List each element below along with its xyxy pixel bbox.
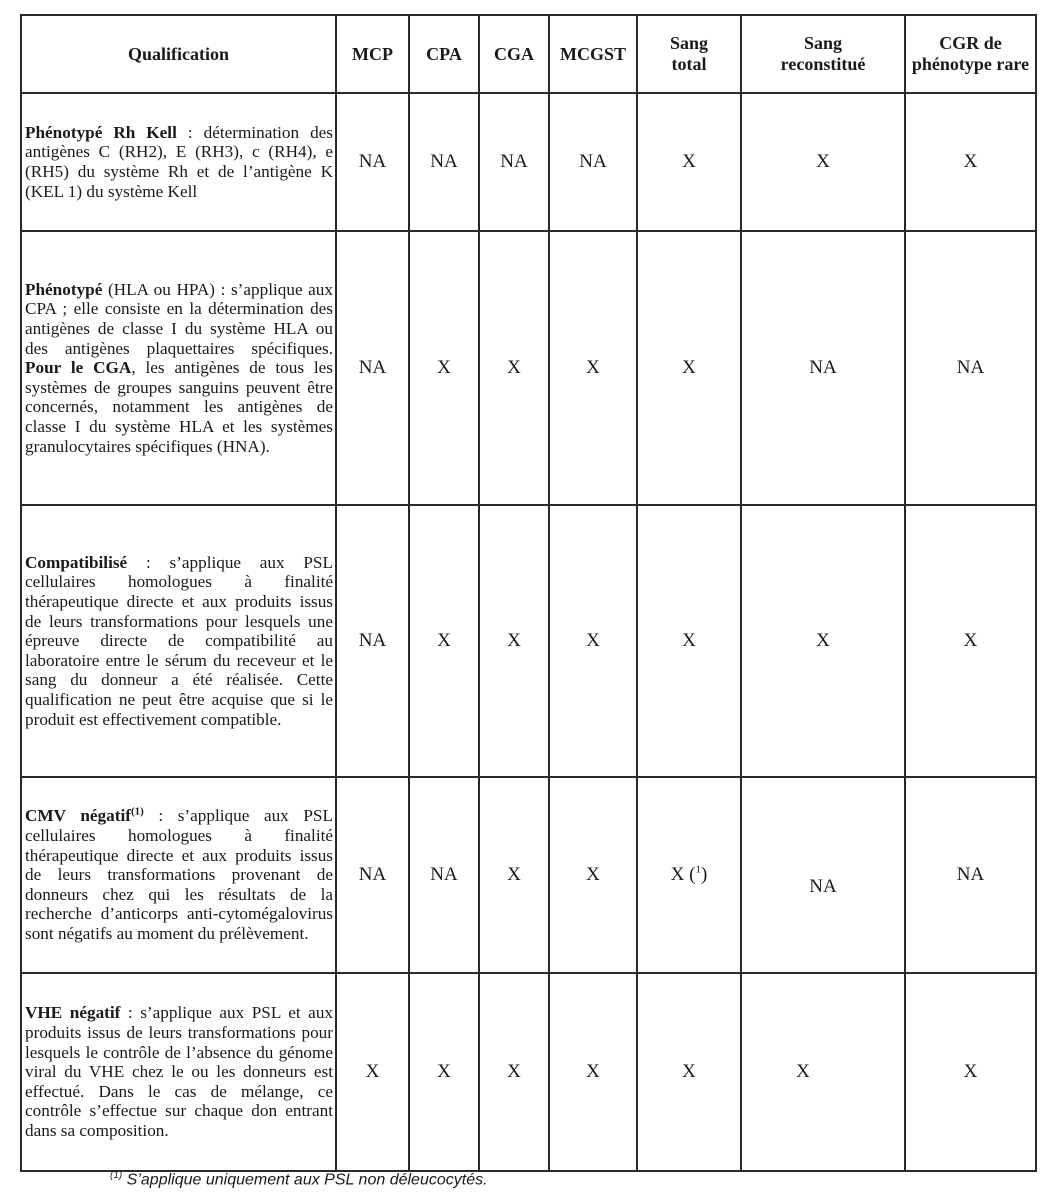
- value-cga: X: [479, 505, 549, 777]
- value-sang-reconstitue: X: [741, 93, 905, 231]
- value-cga: X: [479, 777, 549, 973]
- header-cgr-rare: CGR de phénotype rare: [905, 15, 1036, 93]
- qualification-text: : s’applique aux PSL et aux produits issus de leurs transformations pour lesquels le contrôle de l’absence du génome viral du VHE chez le ou les donneurs est effectué. Dans le cas de mélange, ce contrôle s’effectue sur chaque don entrant dans sa composition.: [25, 1003, 334, 1140]
- value-cgr-rare: X: [905, 505, 1036, 777]
- header-qualification: Qualification: [21, 15, 336, 93]
- value-sang-total-cell: [637, 777, 741, 973]
- value-sang-total: X: [637, 93, 741, 231]
- qualification-text: : s’applique aux PSL cellulaires homologues à finalité thérapeutique directe et aux produits issus de leurs transformations pour lesquels une épreuve directe de compatibilité au laboratoire entre le sérum du receveur et le sang du donneur a été réalisée. Cette qualification ne peut être acquise que si le produit est effectivement compatible.: [25, 552, 333, 729]
- header-sang-total: Sang total: [637, 15, 741, 93]
- value-cpa: X: [409, 505, 479, 777]
- value-cpa: X: [409, 231, 479, 505]
- value-mcp: NA: [336, 505, 409, 777]
- header-cpa: CPA: [409, 15, 479, 93]
- qualification-text-2: , les antigènes de tous les systèmes de groupes sanguins peuvent être concernés, notamment les antigènes de classe I du système HLA et les systèmes granulocytaires spécifiques (HNA).: [25, 358, 333, 456]
- value-cgr-rare: X: [905, 93, 1036, 231]
- value-sang-reconstitue-cell: [741, 777, 905, 973]
- value-cgr-rare: NA: [905, 777, 1036, 973]
- value-mcgst: X: [549, 973, 637, 1171]
- value-sang-reconstitue: NA: [809, 876, 837, 897]
- value-mcp: NA: [336, 231, 409, 505]
- table-row: [21, 505, 1036, 777]
- value-sang-reconstitue: X: [741, 505, 905, 777]
- qualification-title: Phénotypé: [25, 279, 103, 299]
- value-sang-total: X: [637, 505, 741, 777]
- value-sang-reconstitue: X: [796, 1061, 810, 1082]
- footnote-text: S’applique uniquement aux PSL non déleucocytés.: [122, 1171, 488, 1189]
- value-sang-reconstitue: NA: [741, 231, 905, 505]
- value-sang-total-sup: 1: [695, 863, 701, 876]
- value-mcgst: X: [549, 777, 637, 973]
- header-mcgst: MCGST: [549, 15, 637, 93]
- value-sang-total: X: [637, 973, 741, 1171]
- qualification-text: (HLA ou HPA) : s’applique aux CPA ; elle consiste en la détermination des antigènes de classe I du système HLA ou des antigènes plaquettaires spécifiques.: [25, 279, 333, 358]
- qualification-title-2: Pour le CGA: [25, 358, 132, 378]
- value-mcgst: X: [549, 505, 637, 777]
- value-cpa: NA: [409, 777, 479, 973]
- value-cgr-rare: X: [905, 973, 1036, 1171]
- header-row: [21, 15, 1036, 93]
- qualification-cell: [21, 231, 336, 505]
- table-row: [21, 93, 1036, 231]
- value-mcp: NA: [336, 93, 409, 231]
- value-mcp: X: [336, 973, 409, 1171]
- value-mcgst: X: [549, 231, 637, 505]
- qualification-text: : détermination des antigènes C (RH2), E (RH3), c (RH4), e (RH5) du système Rh et de l’antigène K (KEL 1) du système Kell: [25, 122, 333, 201]
- qualification-title: VHE négatif: [25, 1003, 121, 1023]
- qualification-table: [20, 14, 1037, 1172]
- value-cpa: NA: [409, 93, 479, 231]
- footnote: [110, 1170, 488, 1189]
- value-cga: X: [479, 973, 549, 1171]
- value-mcgst: NA: [549, 93, 637, 231]
- qualification-title: CMV négatif: [25, 806, 131, 826]
- footnote-marker: (1): [130, 805, 144, 818]
- header-mcp: MCP: [336, 15, 409, 93]
- header-sang-reconstitue: Sang reconstitué: [741, 15, 905, 93]
- value-sang-reconstitue-cell: [741, 973, 905, 1171]
- value-cgr-rare: NA: [905, 231, 1036, 505]
- qualification-title: Phénotypé Rh Kell: [25, 122, 177, 142]
- value-cga: X: [479, 231, 549, 505]
- qualification-cell: [21, 777, 336, 973]
- footnote-marker: (1): [110, 1170, 123, 1181]
- table-row: [21, 777, 1036, 973]
- value-sang-total-close: ): [700, 864, 708, 885]
- value-cpa: X: [409, 973, 479, 1171]
- qualification-cell: [21, 505, 336, 777]
- value-sang-total: X (: [670, 864, 696, 885]
- qualification-title: Compatibilisé: [25, 552, 128, 572]
- table-row: [21, 973, 1036, 1171]
- qualification-cell: [21, 93, 336, 231]
- value-sang-total: X: [637, 231, 741, 505]
- qualification-text: : s’applique aux PSL cellulaires homologues à finalité thérapeutique directe et aux produits issus de leurs transformations provenant de donneurs chez qui les résultats de la recherche d’anticorps anti-cytomégalovirus sont négatifs au moment du prélèvement.: [25, 806, 333, 943]
- value-mcp: NA: [336, 777, 409, 973]
- header-cga: CGA: [479, 15, 549, 93]
- value-cga: NA: [479, 93, 549, 231]
- table-row: [21, 231, 1036, 505]
- qualification-cell: [21, 973, 336, 1171]
